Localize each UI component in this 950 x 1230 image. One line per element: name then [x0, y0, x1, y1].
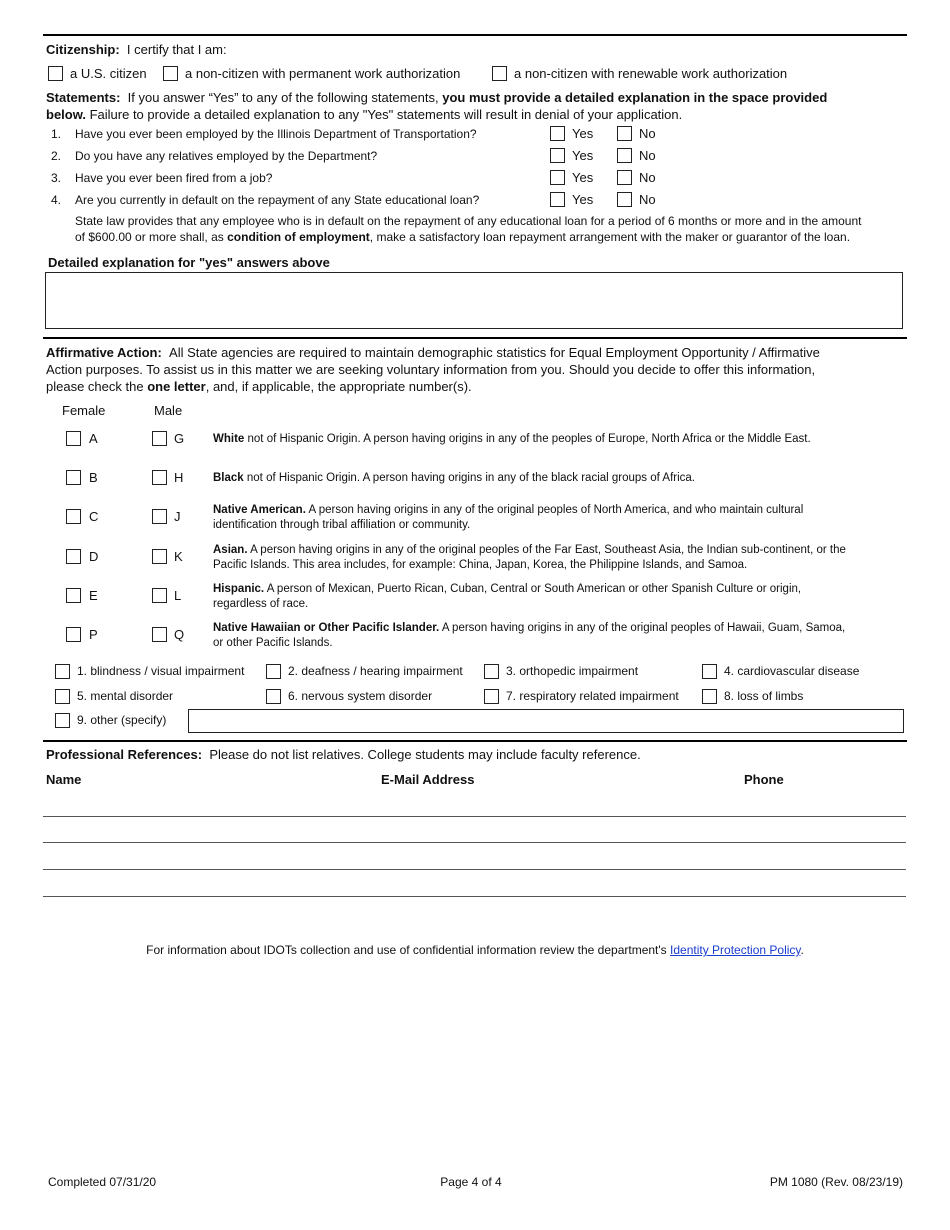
- statement-number: 1.: [51, 127, 62, 141]
- reference-row-1[interactable]: [43, 816, 906, 817]
- reference-row-2[interactable]: [43, 842, 906, 843]
- disability-label: 3. orthopedic impairment: [506, 664, 639, 678]
- disability-label: 2. deafness / hearing impairment: [288, 664, 463, 678]
- female-letter: E: [89, 588, 98, 603]
- race-description: [213, 582, 908, 612]
- statements-intro-text: If you answer “Yes” to any of the following statements,: [127, 90, 439, 105]
- loan-note-line1: State law provides that any employee who is in default on the repayment of any educational loan for a period of 6 months or more and in the amount: [75, 214, 862, 228]
- statements-intro-bold-2: below.: [46, 107, 86, 122]
- disability-label: 4. cardiovascular disease: [724, 664, 860, 678]
- race-text-line2: or other Pacific Islands.: [213, 637, 333, 649]
- statement-number: 3.: [51, 171, 62, 185]
- race-name: Hispanic.: [213, 583, 265, 595]
- race-name: Asian.: [213, 544, 248, 556]
- yes-label: Yes: [572, 148, 594, 163]
- col-phone-header: Phone: [744, 772, 784, 787]
- permanent-auth-checkbox[interactable]: [163, 66, 178, 81]
- form-number: PM 1080 (Rev. 08/23/19): [769, 1175, 903, 1189]
- statement-1-yes-checkbox[interactable]: [550, 126, 565, 141]
- statement-number: 4.: [51, 193, 62, 207]
- race-text: not of Hispanic Origin. A person having origins in any of the black racial groups of Africa.: [243, 472, 695, 484]
- disability-2-checkbox[interactable]: [266, 664, 281, 679]
- affirmative-line3a: please check the: [46, 379, 144, 394]
- no-label: No: [639, 192, 656, 207]
- statement-4-no-checkbox[interactable]: [617, 192, 632, 207]
- statement-text: Have you ever been fired from a job?: [75, 171, 273, 185]
- affirmative-label: Affirmative Action:: [46, 345, 162, 360]
- female-letter: D: [89, 549, 99, 564]
- male-h-checkbox[interactable]: [152, 470, 167, 485]
- male-l-checkbox[interactable]: [152, 588, 167, 603]
- male-letter: K: [174, 549, 183, 564]
- race-description: [213, 543, 908, 573]
- race-description: [213, 503, 908, 533]
- statement-text: Are you currently in default on the repayment of any State educational loan?: [75, 193, 480, 207]
- references-rule: [43, 740, 907, 742]
- statement-number: 2.: [51, 149, 62, 163]
- statement-3-no-checkbox[interactable]: [617, 170, 632, 185]
- us-citizen-label: a U.S. citizen: [70, 66, 147, 81]
- male-j-checkbox[interactable]: [152, 509, 167, 524]
- race-description: [213, 471, 908, 486]
- affirmative-rule: [43, 337, 907, 339]
- reference-row-4[interactable]: [43, 896, 906, 897]
- female-letter: B: [89, 470, 98, 485]
- renewable-auth-checkbox[interactable]: [492, 66, 507, 81]
- race-text: A person of Mexican, Puerto Rican, Cuban, Central or South American or other Spanish Culture or origin,: [264, 583, 802, 595]
- affirmative-line3b: one letter: [147, 379, 206, 394]
- reference-row-3[interactable]: [43, 869, 906, 870]
- disability-8-checkbox[interactable]: [702, 689, 717, 704]
- other-specify-input[interactable]: [188, 709, 904, 733]
- female-letter: P: [89, 627, 98, 642]
- statements-intro-tail: Failure to provide a detailed explanation to any "Yes" statements will result in denial of your application.: [89, 107, 683, 122]
- disability-label: 5. mental disorder: [77, 689, 174, 703]
- top-rule: [43, 34, 907, 36]
- us-citizen-checkbox[interactable]: [48, 66, 63, 81]
- female-d-checkbox[interactable]: [66, 549, 81, 564]
- yes-label: Yes: [572, 170, 594, 185]
- privacy-info-period: .: [800, 943, 804, 957]
- race-description: [213, 621, 908, 651]
- race-text: A person having origins in any of the original peoples of Hawaii, Guam, Samoa,: [439, 622, 846, 634]
- race-name: White: [213, 433, 245, 445]
- yes-label: Yes: [572, 126, 594, 141]
- page-number: Page 4 of 4: [440, 1175, 502, 1189]
- privacy-info: [0, 943, 950, 957]
- race-name: Native American.: [213, 504, 306, 516]
- affirmative-intro: [46, 344, 908, 395]
- disability-label: 7. respiratory related impairment: [506, 689, 679, 703]
- statement-2-no-checkbox[interactable]: [617, 148, 632, 163]
- no-label: No: [639, 148, 656, 163]
- loan-note-bold: condition of employment: [227, 230, 370, 244]
- no-label: No: [639, 170, 656, 185]
- statements-intro: [46, 89, 906, 123]
- female-e-checkbox[interactable]: [66, 588, 81, 603]
- disability-4-checkbox[interactable]: [702, 664, 717, 679]
- references-label: Professional References:: [46, 747, 203, 762]
- explanation-label: Detailed explanation for "yes" answers above: [48, 255, 330, 270]
- statement-2-yes-checkbox[interactable]: [550, 148, 565, 163]
- race-text: A person having origins in any of the original peoples of the Far East, Southeast Asia, the Indian sub-continent, or the: [247, 544, 846, 556]
- references-intro: [46, 747, 641, 762]
- disability-6-checkbox[interactable]: [266, 689, 281, 704]
- race-name: Black: [213, 472, 244, 484]
- race-text-line2: regardless of race.: [213, 598, 309, 610]
- disability-1-checkbox[interactable]: [55, 664, 70, 679]
- female-letter: A: [89, 431, 98, 446]
- affirmative-line1: All State agencies are required to maintain demographic statistics for Equal Employment Opportunity / Affirmative: [169, 345, 820, 360]
- statement-text: Do you have any relatives employed by the Department?: [75, 149, 378, 163]
- female-header: Female: [62, 403, 106, 418]
- statement-3-yes-checkbox[interactable]: [550, 170, 565, 185]
- male-header: Male: [154, 403, 183, 418]
- male-letter: J: [174, 509, 181, 524]
- statements-label: Statements:: [46, 90, 121, 105]
- citizenship-label: Citizenship:: [46, 42, 120, 57]
- disability-7-checkbox[interactable]: [484, 689, 499, 704]
- affirmative-line3c: , and, if applicable, the appropriate number(s).: [205, 379, 472, 394]
- statement-4-yes-checkbox[interactable]: [550, 192, 565, 207]
- disability-5-checkbox[interactable]: [55, 689, 70, 704]
- renewable-auth-label: a non-citizen with renewable work authorization: [514, 66, 788, 81]
- male-letter: L: [174, 588, 182, 603]
- yes-label: Yes: [572, 192, 594, 207]
- disability-label: 1. blindness / visual impairment: [77, 664, 245, 678]
- permanent-auth-label: a non-citizen with permanent work authorization: [185, 66, 461, 81]
- male-letter: H: [174, 470, 184, 485]
- female-p-checkbox[interactable]: [66, 627, 81, 642]
- col-email-header: E-Mail Address: [381, 772, 475, 787]
- male-k-checkbox[interactable]: [152, 549, 167, 564]
- disability-label: 6. nervous system disorder: [288, 689, 433, 703]
- statement-1-no-checkbox[interactable]: [617, 126, 632, 141]
- race-name: Native Hawaiian or Other Pacific Islander.: [213, 622, 440, 634]
- race-text: A person having origins in any of the original peoples of North America, and who maintain cultural: [305, 504, 804, 516]
- loan-note: [75, 213, 905, 245]
- no-label: No: [639, 126, 656, 141]
- explanation-textarea[interactable]: [45, 272, 903, 329]
- female-b-checkbox[interactable]: [66, 470, 81, 485]
- race-description: [213, 432, 908, 447]
- loan-note-line2a: of $600.00 or more shall, as: [75, 230, 224, 244]
- completed-date: Completed 07/31/20: [48, 1175, 157, 1189]
- affirmative-line2: Action purposes. To assist us in this matter we are seeking voluntary information from you. Should you decide to offer this information,: [46, 362, 816, 377]
- female-c-checkbox[interactable]: [66, 509, 81, 524]
- female-a-checkbox[interactable]: [66, 431, 81, 446]
- male-q-checkbox[interactable]: [152, 627, 167, 642]
- male-g-checkbox[interactable]: [152, 431, 167, 446]
- references-text: Please do not list relatives. College students may include faculty reference.: [209, 747, 641, 762]
- statement-text: Have you ever been employed by the Illinois Department of Transportation?: [75, 127, 477, 141]
- citizenship-prompt: I certify that I am:: [126, 42, 227, 57]
- disability-label: 8. loss of limbs: [724, 689, 804, 703]
- disability-9-checkbox[interactable]: [55, 713, 70, 728]
- statements-intro-bold: you must provide a detailed explanation in the space provided: [442, 90, 828, 105]
- race-text-line2: identification through tribal affiliation or community.: [213, 519, 471, 531]
- disability-label: 9. other (specify): [77, 713, 167, 727]
- male-letter: Q: [174, 627, 185, 642]
- identity-protection-policy-link[interactable]: Identity Protection Policy: [670, 943, 801, 957]
- citizenship-heading: [46, 42, 227, 57]
- female-letter: C: [89, 509, 99, 524]
- loan-note-line2c: , make a satisfactory loan repayment arrangement with the maker or guarantor of the loan.: [369, 230, 851, 244]
- male-letter: G: [174, 431, 185, 446]
- race-text-line2: Pacific Islands. This area includes, for example: China, Japan, Korea, the Philippine Islands, and Samoa.: [213, 559, 748, 571]
- disability-3-checkbox[interactable]: [484, 664, 499, 679]
- privacy-info-text: For information about IDOTs collection and use of confidential information review the department's: [146, 943, 667, 957]
- col-name-header: Name: [46, 772, 82, 787]
- race-text: not of Hispanic Origin. A person having origins in any of the peoples of Europe, North Africa or the Middle East.: [244, 433, 811, 445]
